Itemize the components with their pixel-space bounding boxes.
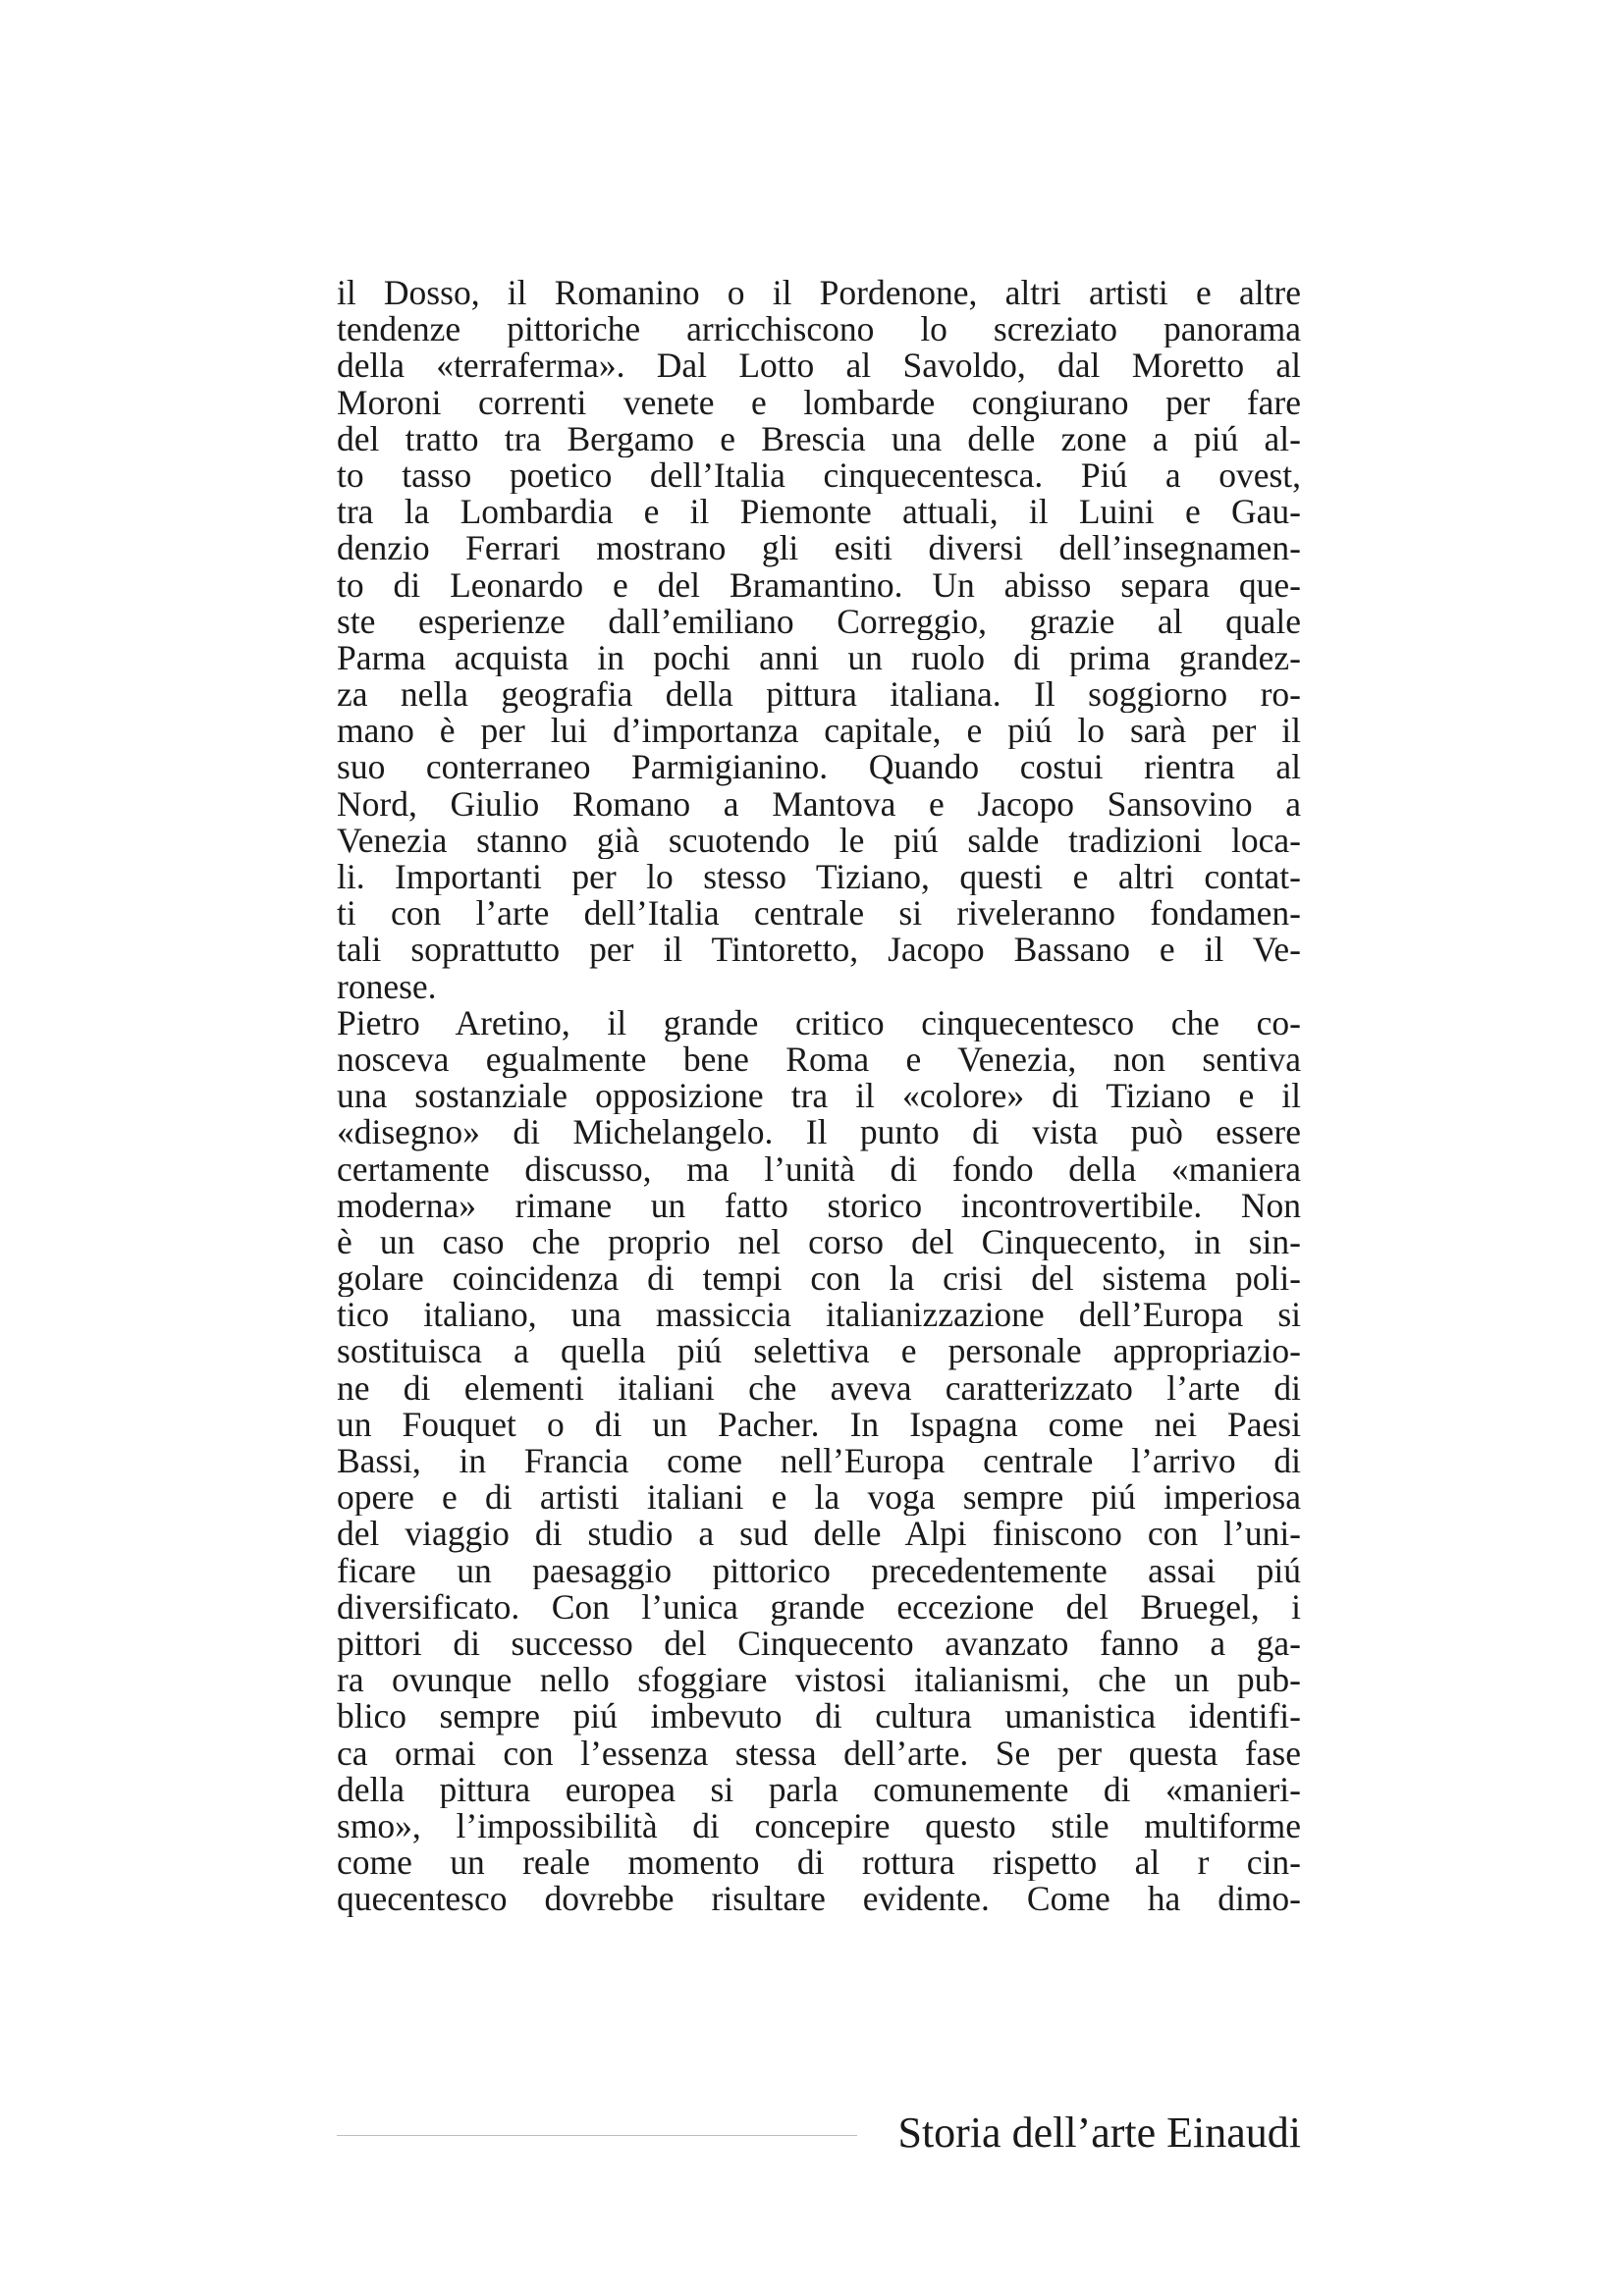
text-line: tico italiano, una massiccia italianizzazione dell’Europa si	[337, 1297, 1301, 1334]
text-line: mano è per lui d’importanza capitale, e piú lo sarà per il	[337, 713, 1301, 750]
text-line: è un caso che proprio nel corso del Cinquecento, in sin-	[337, 1223, 1301, 1261]
body-text	[337, 275, 1301, 1917]
text-line: ra ovunque nello sfoggiare vistosi italianismi, che un pub-	[337, 1662, 1301, 1699]
text-line: smo», l’impossibilità di concepire questo stile multiforme	[337, 1807, 1301, 1845]
text-line: ste esperienze dall’emiliano Correggio, grazie al quale	[337, 603, 1301, 640]
text-line: del viaggio di studio a sud delle Alpi finiscono con l’uni-	[337, 1516, 1301, 1553]
text-line: moderna» rimane un fatto storico incontrovertibile. Non	[337, 1187, 1301, 1224]
text-line: Venezia stanno già scuotendo le piú salde tradizioni loca-	[337, 822, 1301, 859]
text-line: ficare un paesaggio pittorico precedentemente assai piú	[337, 1552, 1301, 1589]
text-line: tra la Lombardia e il Piemonte attuali, il Luini e Gau-	[337, 494, 1301, 531]
text-line: Nord, Giulio Romano a Mantova e Jacopo Sansovino a	[337, 785, 1301, 823]
text-line: ronese.	[337, 968, 437, 1005]
text-line: denzio Ferrari mostrano gli esiti diversi dell’insegnamen-	[337, 530, 1301, 567]
text-line: ti con l’arte dell’Italia centrale si riveleranno fondamen-	[337, 895, 1301, 933]
text-line: tendenze pittoriche arricchiscono lo screziato panorama	[337, 311, 1301, 348]
text-line: to tasso poetico dell’Italia cinquecentesca. Piú a ovest,	[337, 456, 1301, 495]
text-line: come un reale momento di rottura rispetto al r cin-	[337, 1844, 1301, 1882]
text-line: della «terraferma». Dal Lotto al Savoldo, dal Moretto al	[337, 347, 1301, 385]
text-line: za nella geografia della pittura italiana. Il soggiorno ro-	[337, 676, 1301, 714]
text-line: blico sempre piú imbevuto di cultura umanistica identifi-	[337, 1698, 1301, 1735]
text-line: tali soprattutto per il Tintoretto, Jacopo Bassano e il Ve-	[337, 932, 1301, 969]
text-line: suo conterraneo Parmigianino. Quando costui rientra al	[337, 749, 1301, 786]
footer-title: Storia dell’arte Einaudi	[897, 2109, 1301, 2157]
text-line: nosceva egualmente bene Roma e Venezia, non sentiva	[337, 1041, 1301, 1079]
footer-rule	[337, 2135, 857, 2136]
text-line: golare coincidenza di tempi con la crisi del sistema poli-	[337, 1260, 1301, 1298]
text-line: ne di elementi italiani che aveva caratterizzato l’arte di	[337, 1369, 1301, 1407]
text-line: Parma acquista in pochi anni un ruolo di prima grandez-	[337, 639, 1301, 677]
text-line: Pietro Aretino, il grande critico cinquecentesco che co-	[337, 1004, 1301, 1041]
text-line: Bassi, in Francia come nell’Europa centrale l’arrivo di	[337, 1443, 1301, 1480]
text-line: certamente discusso, ma l’unità di fondo della «maniera	[337, 1150, 1301, 1188]
text-line: diversificato. Con l’unica grande eccezione del Bruegel, i	[337, 1588, 1301, 1626]
text-line: della pittura europea si parla comunemente di «manieri-	[337, 1771, 1301, 1808]
text-line: to di Leonardo e del Bramantino. Un abisso separa que-	[337, 566, 1301, 604]
text-line: del tratto tra Bergamo e Brescia una delle zone a piú al-	[337, 420, 1301, 457]
text-line: Moroni correnti venete e lombarde congiurano per fare	[337, 384, 1301, 421]
text-line: quecentesco dovrebbe risultare evidente. Come ha dimo-	[337, 1881, 1301, 1918]
page-footer	[337, 2106, 1301, 2164]
text-line: «disegno» di Michelangelo. Il punto di vista può essere	[337, 1114, 1301, 1151]
text-line: una sostanziale opposizione tra il «colore» di Tiziano e il	[337, 1078, 1301, 1115]
text-line: ca ormai con l’essenza stessa dell’arte. Se per questa fase	[337, 1735, 1301, 1772]
text-line: li. Importanti per lo stesso Tiziano, questi e altri contat-	[337, 859, 1301, 896]
text-line: sostituisca a quella piú selettiva e personale appropriazio-	[337, 1333, 1301, 1370]
text-line: il Dosso, il Romanino o il Pordenone, altri artisti e altre	[337, 275, 1301, 312]
text-line: un Fouquet o di un Pacher. In Ispagna come nei Paesi	[337, 1406, 1301, 1443]
text-line: pittori di successo del Cinquecento avanzato fanno a ga-	[337, 1625, 1301, 1663]
text-line: opere e di artisti italiani e la voga sempre piú imperiosa	[337, 1479, 1301, 1517]
